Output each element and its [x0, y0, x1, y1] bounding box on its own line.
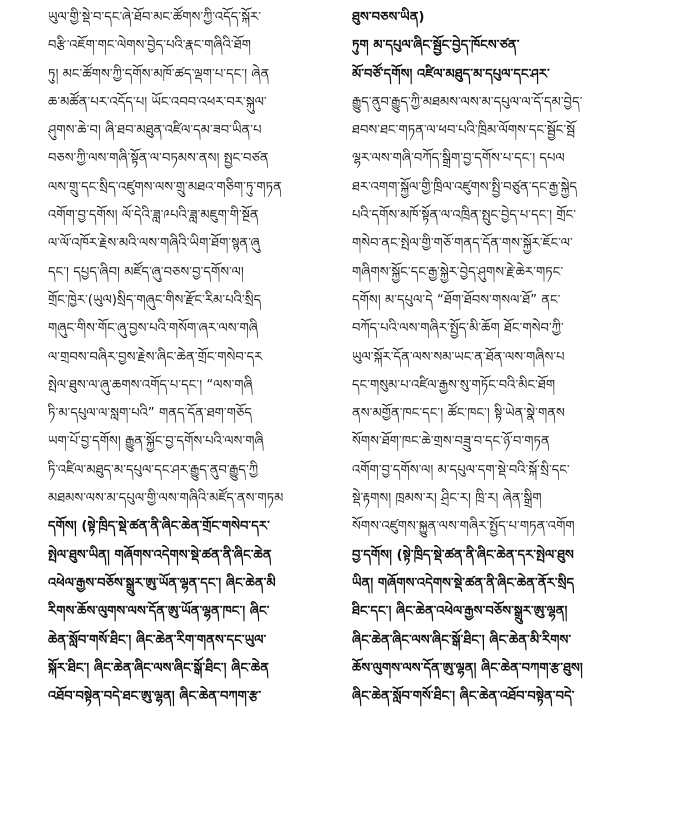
text-line: རྒྱུད་ནུབ་རྒྱུད་ཀྱི་མཐམས་ལས་མ་དཔུལ་ལ་དོ་དམ་བྱེད་ [352, 94, 583, 110]
right-column [352, 4, 622, 711]
text-line: ཡུལ་གྱི་སྡེ་བ་དང་ཞེ་ཐོབ་མང་ཚོགས་ཀྱི་འདོད་སྐོར་ [48, 10, 262, 25]
text-line: སྤེལ་ཐུས་ལ་ཞུ་ཆགས་འགོད་པ་དང་། “ལས་གཞི [48, 377, 253, 393]
text-line-bold: ཞིང་ཆེན་ཞིང་ལས་ཞིང་སྒོ་ཐིང་། ཞིང་ཆེན་མི་རིགས་ [352, 632, 572, 648]
text-line: ཐབས་ཐང་གཏན་ལ་ཕབ་པའི་ཁྲིམ་ལོགས་དང་སྦྱོང་སྦོ [352, 123, 576, 139]
text-line-bold: ཐུས་བཅས་ཡིན) [352, 10, 425, 25]
text-line: འགོག་བྱ་དགོས། ལོ་དེའི་ཟླ་༩པའི་ཟླ་མཇུག་གི་སྔོན [48, 208, 259, 224]
text-line: ལས་གྲུ་དང་སྲིད་འཛུགས་ལས་གྲུ་མཐའ་གཅིག་ཏུ་གཏན [48, 179, 282, 195]
text-line: གཞིགས་སྐྱོང་དང་རྒྱ་སྐྱེར་བྱེད་ཤུགས་རྗེ་ཆེར་གཏང་ [352, 264, 564, 280]
section-heading: ཏུག མ་དཔུལ་ཞིང་སྦྱོང་བྱེད་ཁོངས་ཙན་ [352, 38, 520, 54]
text-line: ཤུགས་ཆེ་བ། ཞི་ཐབ་མཐུན་འཛིལ་དམ་ཟབ་ཡིན་པ [48, 123, 262, 139]
text-line: ཐར་འགག་སྐྱོལ་གྱི་ཁྲིལ་འཛུགས་སྤྱི་བཙུན་དང་རྒྱ་སྐྱེད [352, 179, 578, 195]
text-line: སོགས་ཐོག་ཁང་ཆེ་གྲས་བཟྲུ་བ་དང་ཉོ་བ་གཏན [352, 434, 550, 450]
text-line: ཏུ། མང་ཚོགས་ཀྱི་དགོས་མཁོ་ཚད་ལྡག་པ་དང་། ཞེན [48, 66, 270, 82]
text-line: ཏི་མ་དཔུལ་ལ་སླག་པའི” གནད་དོན་ཐག་གཅོད [48, 406, 252, 422]
text-line-bold: དགོས། (སྟེ་ཁྲིད་སྡེ་ཚན་ནི་ཞིང་ཆེན་གྲོང་གསེབ་དར་ [48, 519, 270, 535]
text-line: གཞུང་གིས་གོང་ཞུ་བྱས་པའི་གསོག་ཞར་ལས་གཞི [48, 321, 258, 337]
text-line: བརྩི་འཇོག་གང་ལེགས་བྱེད་པའི་རྣང་གཞིའི་ཐོག [48, 38, 251, 54]
text-line-bold: ཡིན། གཞོགས་འདེགས་སྡེ་ཚན་ནི་ཞིང་ཆེན་ནོར་སྲིད [352, 575, 575, 591]
text-line: ཡུལ་སྐོར་དོན་ལས་སམ་ཡང་ན་ཐོན་ལས་གཞིས་པ [352, 349, 565, 365]
text-line-bold: བྱ་དགོས། (སྟེ་ཁྲིད་སྡེ་ཚན་ནི་ཞིང་ཆེན་དར་སྤེལ་ཐུས [352, 547, 574, 563]
text-line: ཆ་མཚོན་པར་འདོད་པ། ཡོང་འབབ་འཕར་བར་སྐུལ་ [48, 94, 267, 110]
text-line: བཅས་ཀྱི་ལས་གཞི་སྟོན་ལ་བཏམས་ནས། སྤྱང་བཙན [48, 151, 269, 167]
text-line-bold: ཐིང་དང་། ཞིང་ཆེན་འཕེལ་རྒྱས་བཅོས་སྒྲུར་ཨུ་ལྷན། [352, 604, 568, 620]
text-line: སོགས་འཛུགས་སྐྱུན་ལས་གཞིར་སྤྱོད་པ་གཏན་འགོག [352, 519, 575, 535]
text-line-bold: རིགས་ཆོས་ལུགས་ལས་དོན་ཨུ་ཡོན་ལྷན་ཁང་། ཞིང་ [48, 604, 270, 620]
text-line-bold: འཕེལ་རྒྱས་བཅོས་སྒྲུར་ཨུ་ཡོན་ལྷན་དང་། ཞིང་ཆེན་མི [48, 575, 276, 591]
text-line: ལ་ལོ་འཁོར་རྗེས་མའི་ལས་གཞིའི་ཡིག་ཐོག་སྙན་ཞུ [48, 236, 260, 252]
text-line: འགོག་བྱ་དགོས་ལ། མ་དཔུལ་དག་སྡེ་བའི་སྐོ་སྲི་དང་ [352, 462, 570, 478]
text-line-bold: ཆོས་ལུགས་ལས་དོན་ཨུ་ལྷན། ཞིང་ཆེན་བཀག་རྩ་ཐུས། [352, 660, 583, 676]
text-line-bold: ཞིང་ཆེན་སློབ་གསོ་ཐིང་། ཞིང་ཆེན་འཐོབ་བསྟེན་བདེ་ [352, 689, 575, 705]
section-heading: མོ་བཙོ་དགོས། འཛིལ་མཐུད་མ་དཔུལ་དང་ཤར་ [352, 66, 550, 82]
text-line: པའི་དགོས་མཁོ་སྟོན་ལ་འཁྲིན་སྤུང་བྱེད་པ་དང་། གྲོང་ [352, 208, 577, 224]
text-line: དང་གསུམ་པ་འཛིལ་རྒྱས་སུ་གཏོང་བའི་མིང་ཐོག [352, 377, 556, 393]
text-line-bold: འཐོབ་བསྟེན་བདེ་ཐང་ཨུ་ལྷན། ཞིང་ཆེན་བཀག་རྩ་ [48, 689, 262, 705]
text-line: ཡག་པོ་བྱ་དགོས། རྒྱུན་སྐྱོང་བྱ་དགོས་པའི་ལས་གཞི [48, 434, 264, 450]
text-line: སྡེ་རྟགས། ཁྲམས་ར། ཤྲིང་ར། ཁྲི་ར། ཞེན་སྒྲིག [352, 491, 542, 507]
left-column [48, 4, 318, 711]
text-line: ལྷར་ལས་གཞི་བཀོད་སྒྲིག་བྱ་དགོས་པ་དང་། དཔལ [352, 151, 565, 167]
text-line: གསེབ་ནང་སྤེལ་གྱི་གཅོ་གནད་དོན་གས་སྐྱོར་ཇོང་ལ་ [352, 236, 573, 252]
text-line: གྲོང་ཁྱེར་(ཡུལ)སྲིད་གཞུང་གིས་རྫོང་རིམ་པའི་སྲིད [48, 292, 262, 308]
text-line: ལ་གྲབས་བཞིར་བྱས་རྗེས་ཞིང་ཆེན་གྲོང་གསེབ་དར [48, 349, 263, 365]
text-line-bold: ཆེན་སློབ་གསོ་ཐིང་། ཞིང་ཆེན་རིག་གནས་དང་ཡུལ་ [48, 632, 267, 648]
text-line-bold: སྐོར་ཐིང་། ཞིང་ཆེན་ཞིང་ལས་ཞིང་སྒོ་ཐིང་། ཞིང་ཆེན [48, 660, 270, 676]
text-line: ཏི་འཛིལ་མཐུད་མ་དཔུལ་དང་ཤར་རྒྱུད་ནུབ་རྒྱུད་ཀྱི [48, 462, 259, 478]
text-line-bold: སྤེལ་ཐུས་ཡིན། གཞོགས་འདེགས་སྡེ་ཚན་ནི་ཞིང་ཆེན [48, 547, 272, 563]
text-line: དགོས། མ་དཔུལ་དེ “ཐོག་ཐོབས་གསལ་ཐོ” ནང་ [352, 292, 561, 308]
text-line: ནས་མགྱོན་ཁང་དང་། ཚོང་ཁང་། སྟི་ཡེན་སྣེ་གནས [352, 406, 565, 422]
text-line: མཐམས་ལས་མ་དཔུལ་གྱི་ལས་གཞིའི་མཛོད་ནས་གཏམ [48, 491, 284, 507]
text-line: བཀོད་པའི་ལས་གཞིར་སྤྱོད་མི་ཆོག ཐོང་གསེབ་ཀྱི་ [352, 321, 564, 337]
text-line: དང་། དཔྱད་ཞིབ། མཛོད་ཞུ་བཅས་བྱ་དགོས་ལ། [48, 264, 244, 280]
